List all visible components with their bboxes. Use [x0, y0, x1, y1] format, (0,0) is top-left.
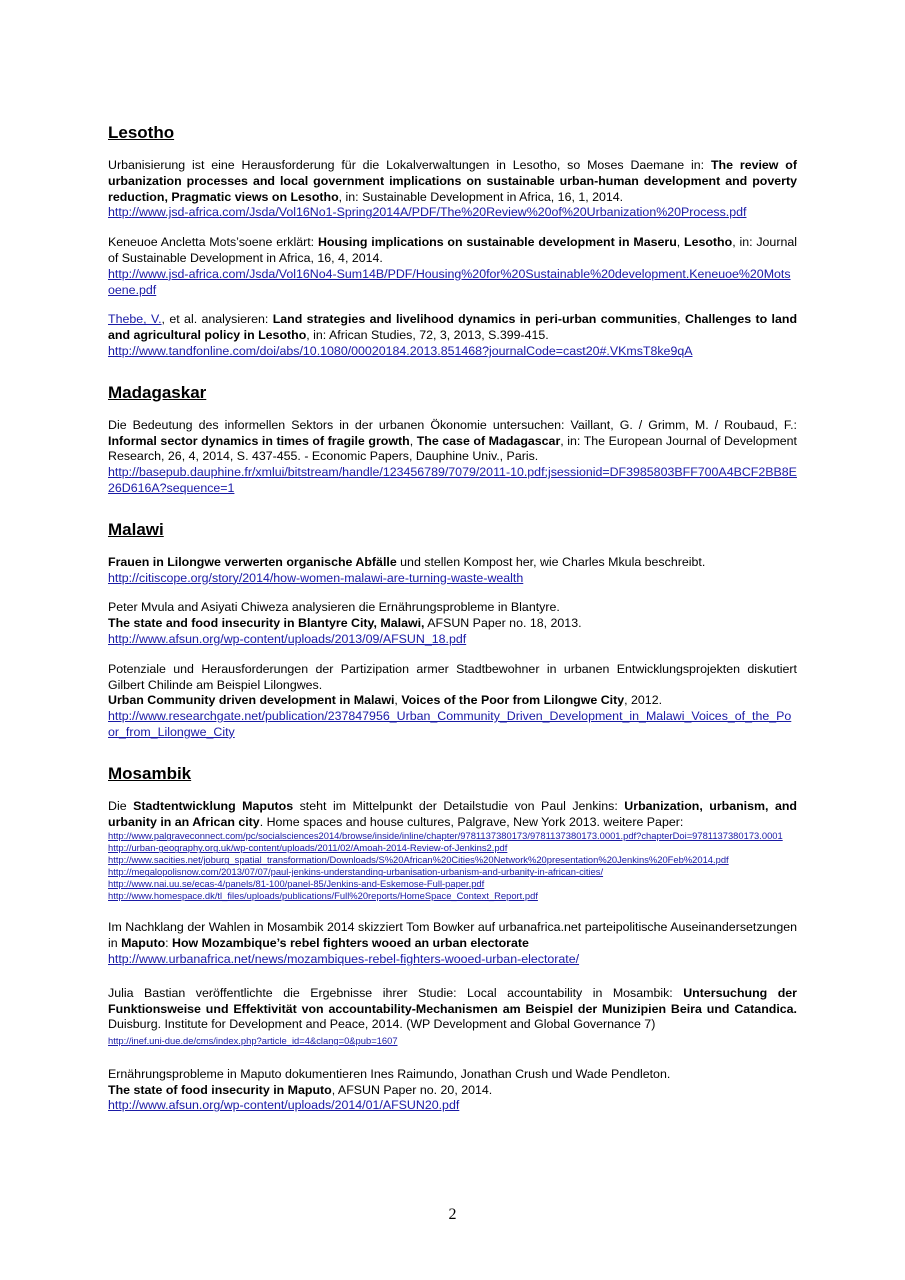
text: ,: [677, 312, 685, 327]
reference-link[interactable]: http://www.researchgate.net/publication/237847956_Urban_Community_Driven_Development_in_Malawi_Voices_of_the_Poor_from_Lilongwe_City: [108, 709, 792, 739]
reference-link[interactable]: http://www.tandfonline.com/doi/abs/10.1080/00020184.2013.851468?journalCode=cast20#.VKmsT8ke9qA: [108, 343, 693, 358]
paragraph: [108, 555, 797, 587]
section-heading-mosambik: Mosambik: [108, 763, 192, 783]
text: , in: Sustainable Development in Africa, 16, 1, 2014.: [338, 189, 624, 204]
text: Urbanisierung ist eine Herausforderung für die Lokalverwaltungen in Lesotho, so Moses Daemane in:: [108, 158, 711, 172]
text: und stellen Kompost her, wie Charles Mkula beschreibt.: [396, 554, 706, 569]
text: ,: [394, 693, 402, 708]
bold-title: Land strategies and livelihood dynamics in peri-urban communities: [272, 312, 678, 327]
text: Julia Bastian veröffentlichte die Ergebnisse ihrer Studie: Local accountability in Mosambik:: [108, 985, 684, 1000]
text: steht im Mittelpunkt der Detailstudie von Paul Jenkins:: [293, 798, 625, 813]
reference-link[interactable]: http://www.homespace.dk/tl_files/uploads/publications/Full%20reports/HomeSpace_Context_Report.pdf: [108, 890, 538, 902]
reference-link[interactable]: http://inef.uni-due.de/cms/index.php?article_id=4&clang=0&pub=1607: [108, 1035, 398, 1047]
bold-title: Maputo: [121, 936, 166, 951]
reference-link[interactable]: http://www.afsun.org/wp-content/uploads/2014/01/AFSUN20.pdf: [108, 1098, 460, 1113]
paragraph: [108, 799, 797, 903]
link-list: [108, 830, 797, 902]
text: , et al. analysieren:: [161, 312, 273, 327]
bold-title: Stadtentwicklung Maputos: [133, 798, 294, 813]
bold-title: Challenges to land and agricultural policy in Lesotho: [108, 312, 798, 343]
text: ,: [676, 235, 685, 250]
paragraph: [108, 920, 797, 967]
bold-title: The state and food insecurity in Blantyre City, Malawi,: [108, 616, 425, 631]
text: Ernährungsprobleme in Maputo dokumentieren Ines Raimundo, Jonathan Crush und Wade Pendleton.: [108, 1066, 671, 1081]
text: , AFSUN Paper no. 20, 2014.: [331, 1082, 493, 1097]
reference-link[interactable]: http://www.sacities.net/joburg_spatial_transformation/Downloads/S%20African%20Cities%20Network%20presentation%20Jenkins%20Feb%2014.pdf: [108, 854, 729, 866]
reference-link[interactable]: http://megalopolisnow.com/2013/07/07/paul-jenkins-understanding-urbanisation-urbanism-and-urbanity-in-african-cities/: [108, 866, 604, 878]
paragraph: [108, 418, 797, 497]
author-link[interactable]: Thebe, V.: [108, 312, 162, 327]
text: , in: African Studies, 72, 3, 2013, S.399-415.: [306, 328, 549, 343]
section-heading-malawi: Malawi: [108, 519, 164, 539]
text: Keneuoe Ancletta Mots’soene erklärt:: [108, 235, 318, 250]
paragraph: [108, 600, 797, 647]
text: , in: The European Journal of Development Research, 26, 4, 2014, S. 437-455. - Economic Papers, Dauphine Univ., Paris.: [108, 433, 797, 464]
bold-title: Voices of the Poor from Lilongwe City: [401, 693, 625, 708]
reference-link[interactable]: http://urban-geography.org.uk/wp-content/uploads/2011/02/Amoah-2014-Review-of-Jenkins2.pdf: [108, 842, 508, 854]
bold-title: Housing implications on sustainable development in Maseru: [317, 235, 677, 250]
bold-title: Frauen in Lilongwe verwerten organische Abfälle: [108, 554, 397, 569]
document-page: [108, 122, 797, 1128]
bold-title: The case of Madagascar: [416, 433, 561, 448]
text: , in: Journal of Sustainable Development in Africa, 16, 4, 2014.: [108, 235, 797, 265]
bold-title: Informal sector dynamics in times of fragile growth: [108, 433, 410, 448]
bold-title: How Mozambique’s rebel fighters wooed an urban electorate: [172, 936, 529, 951]
text: , 2012.: [624, 693, 663, 708]
reference-link[interactable]: http://www.jsd-africa.com/Jsda/Vol16No1-Spring2014A/PDF/The%20Review%20of%20Urbanization%20Process.pdf: [108, 205, 747, 220]
text: Die: [108, 798, 134, 813]
paragraph: [108, 662, 797, 741]
text: Potenziale und Herausforderungen der Partizipation armer Stadtbewohner in urbanen Entwicklungsprojekten diskutiert Gilbert Chilinde am Beispiel Lilongwes.: [108, 661, 797, 692]
section-heading-lesotho: Lesotho: [108, 123, 175, 142]
text: :: [165, 936, 173, 951]
text: ,: [409, 433, 417, 448]
page-number: 2: [448, 1206, 457, 1223]
reference-link[interactable]: http://citiscope.org/story/2014/how-women-malawi-are-turning-waste-wealth: [108, 570, 524, 585]
reference-link[interactable]: http://www.urbanafrica.net/news/mozambiques-rebel-fighters-wooed-urban-electorate/: [108, 951, 580, 966]
reference-link[interactable]: http://www.nai.uu.se/ecas-4/panels/81-100/panel-85/Jenkins-and-Eskemose-Full-paper.pdf: [108, 878, 485, 890]
text: Die Bedeutung des informellen Sektors in der urbanen Ökonomie untersuchen: Vaillant, G. / Grimm, M. / Roubaud, F.:: [108, 417, 797, 432]
reference-link[interactable]: http://www.jsd-africa.com/Jsda/Vol16No4-Sum14B/PDF/Housing%20for%20Sustainable%20development.Keneuoe%20Motsoene.pdf: [108, 266, 791, 297]
text: Duisburg. Institute for Development and Peace, 2014. (WP Development and Global Governance 7): [108, 1017, 656, 1032]
paragraph: [108, 986, 797, 1049]
bold-title: Urbanization, urbanism, and urbanity in an African city: [108, 798, 798, 829]
bold-title: The state of food insecurity in Maputo: [108, 1082, 332, 1097]
reference-link[interactable]: http://www.afsun.org/wp-content/uploads/2013/09/AFSUN_18.pdf: [108, 631, 467, 646]
bold-title: Untersuchung der Funktionsweise und Effektivität von accountability-Mechanismen am Beispiel der Munizipien Beira und Catandica.: [108, 985, 797, 1016]
reference-link[interactable]: http://www.palgraveconnect.com/pc/socialsciences2014/browse/inside/inline/chapter/9781137380173/9781137380173.0001.pdf?chapterDoi=9781137380173.0001: [108, 830, 783, 842]
text: . Home spaces and house cultures, Palgrave, New York 2013. weitere Paper:: [259, 814, 684, 829]
paragraph: [108, 235, 797, 298]
text: Peter Mvula and Asiyati Chiweza analysieren die Ernährungsprobleme in Blantyre.: [108, 600, 560, 615]
paragraph: [108, 158, 797, 221]
paragraph: [108, 1067, 797, 1114]
reference-link[interactable]: http://basepub.dauphine.fr/xmlui/bitstream/handle/123456789/7079/2011-10.pdf;jsessionid=DF3985803BFF700A4BCF2BB8E26D616A?sequence=1: [108, 465, 797, 495]
paragraph: [108, 312, 797, 359]
bold-title: Lesotho: [684, 235, 733, 250]
text: Im Nachklang der Wahlen in Mosambik 2014 skizziert Tom Bowker auf urbanafrica.net parteipolitische Auseinandersetzungen in: [108, 920, 797, 951]
bold-title: The review of urbanization processes and local government implications on sustainable urban-human development and poverty reduction, Pragmatic views on Lesotho: [108, 158, 797, 204]
text: AFSUN Paper no. 18, 2013.: [424, 616, 582, 631]
bold-title: Urban Community driven development in Malawi: [108, 693, 395, 708]
section-heading-madagaskar: Madagaskar: [108, 382, 207, 402]
